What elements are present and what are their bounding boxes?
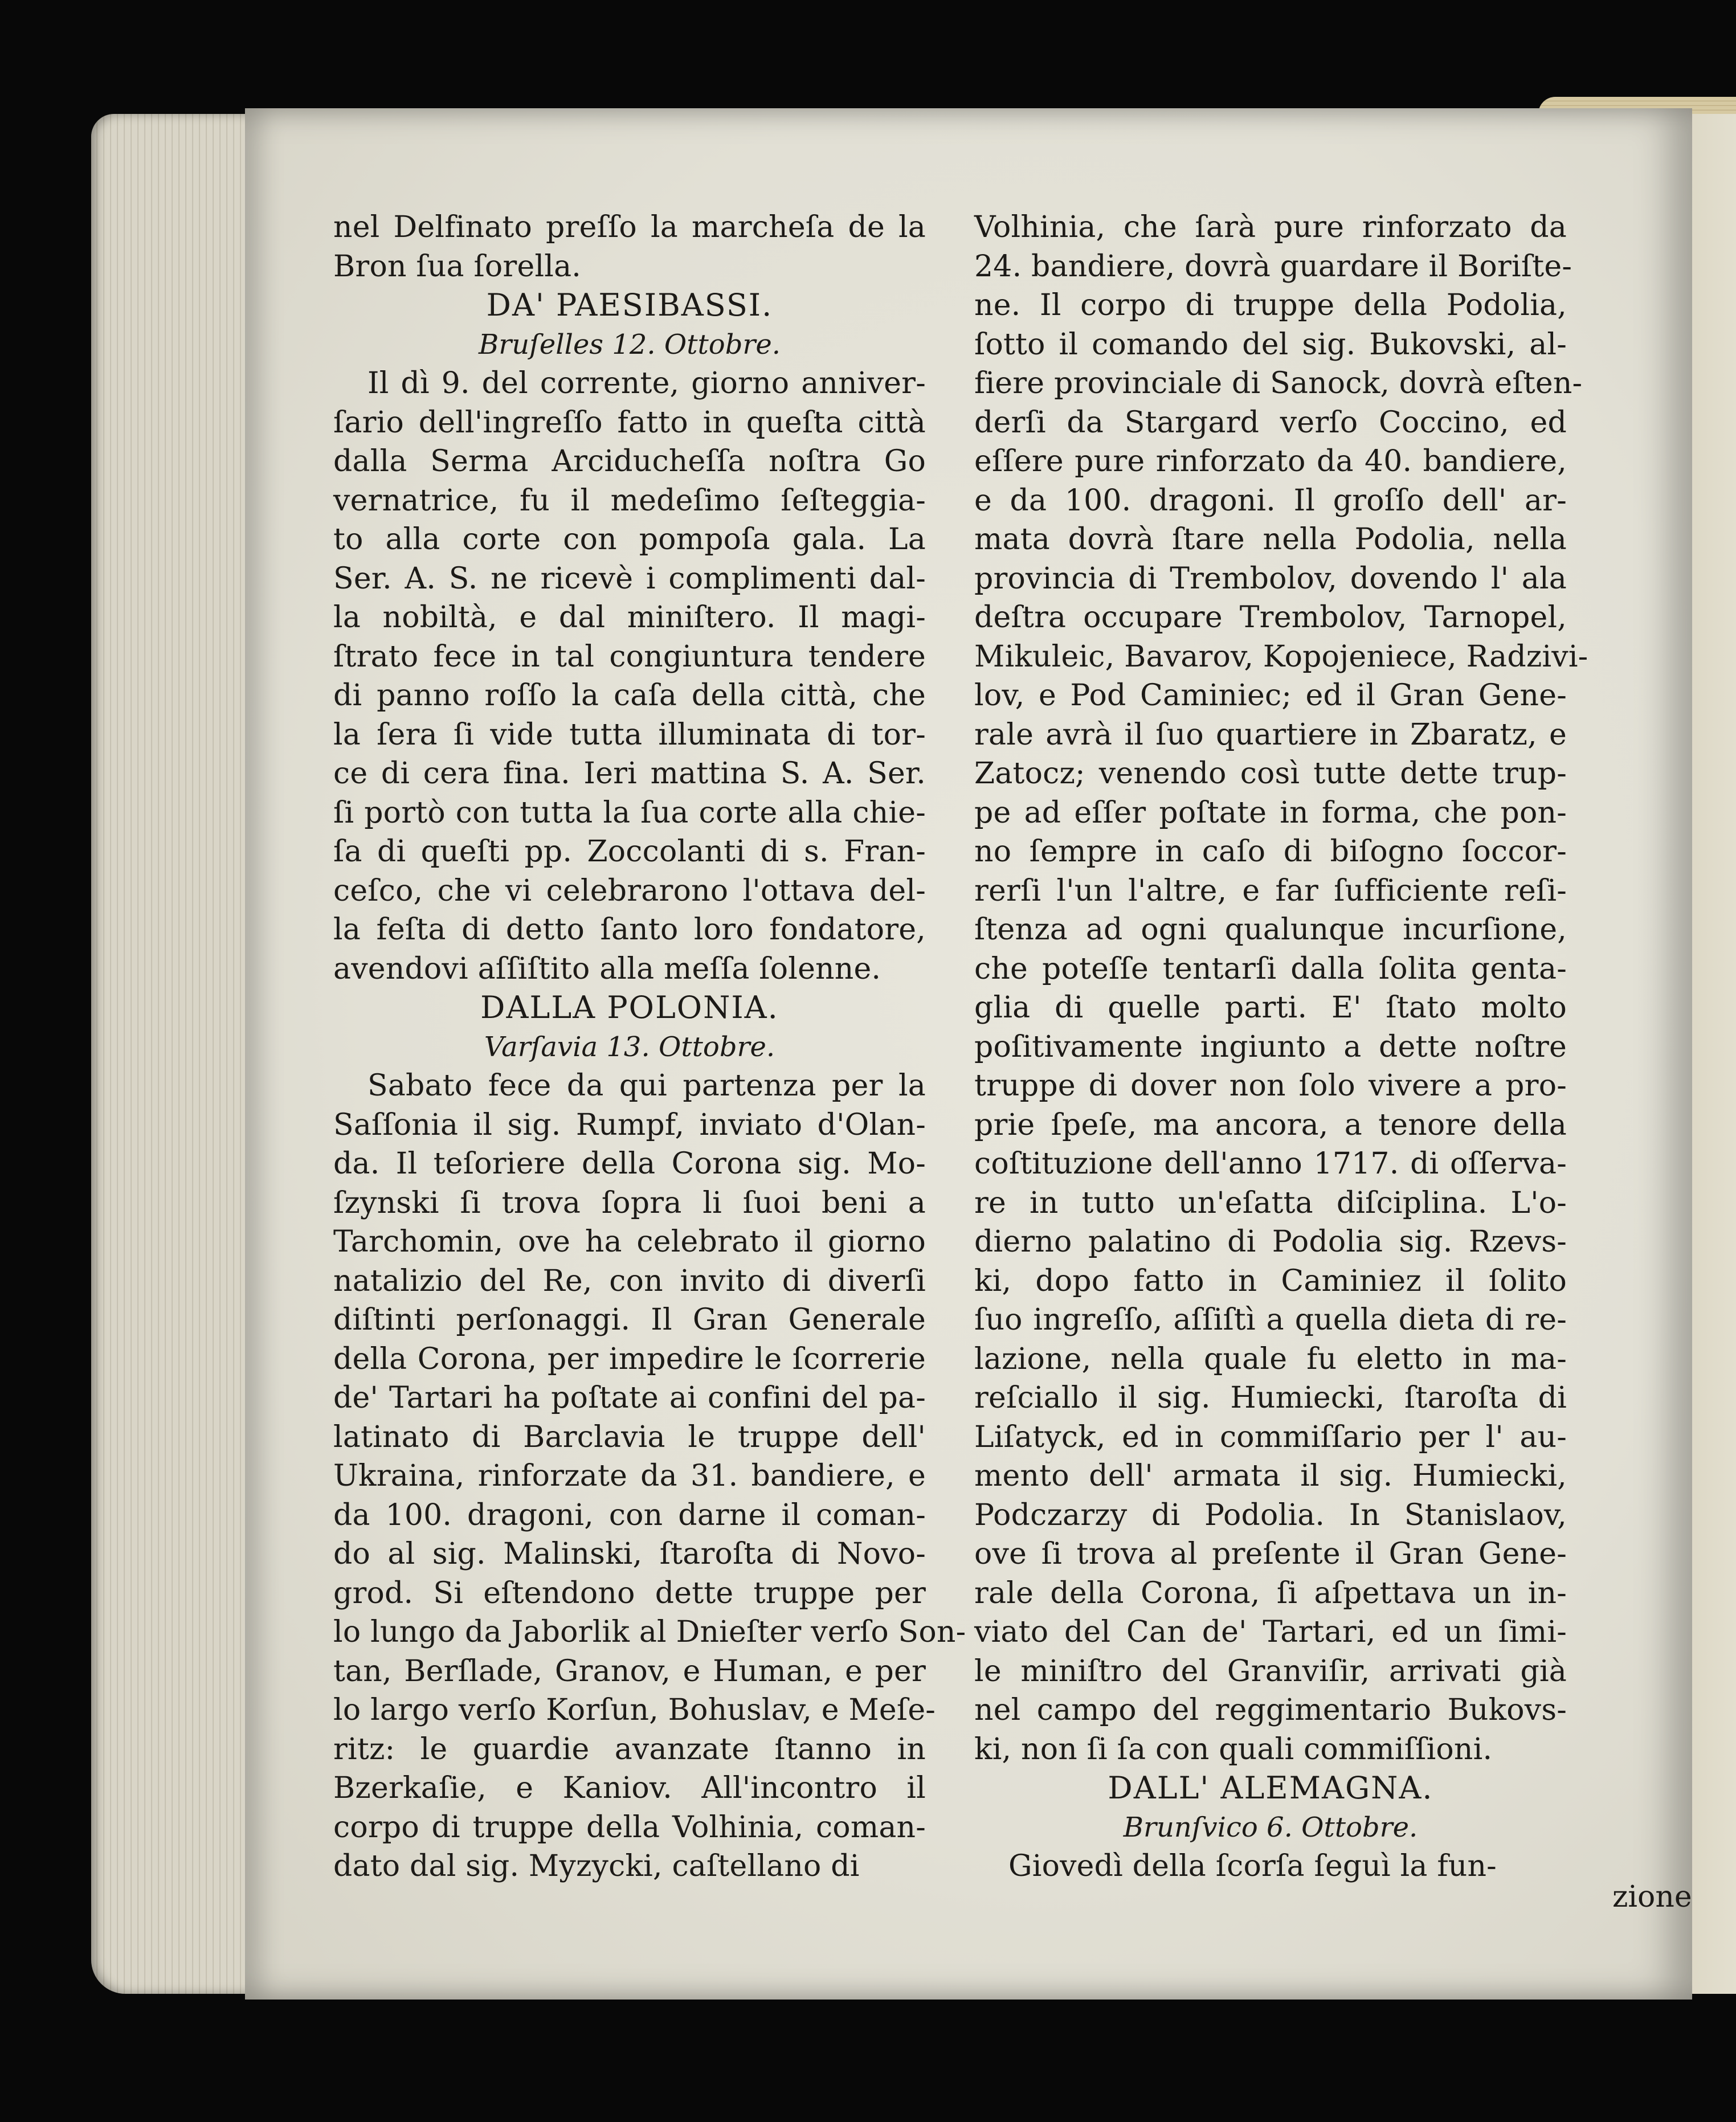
text-line: da 100. dragoni, con darne il coman- bbox=[333, 1498, 926, 1532]
text-line: Liſatyck, ed in commiſſario per l' au- bbox=[974, 1420, 1567, 1454]
text-line: glia di quelle parti. E' ſtato molto bbox=[974, 991, 1567, 1025]
text-line: ſtenza ad ogni qualunque incurſione, bbox=[974, 913, 1567, 947]
text-line: nel Delfinato preſſo la marcheſa de la bbox=[333, 210, 926, 244]
dateline: Bruſelles 12. Ottobre. bbox=[478, 328, 781, 361]
text-line: provincia di Trembolov, dovendo l' ala bbox=[974, 561, 1567, 596]
text-line: ne. Il corpo di truppe della Podolia, bbox=[974, 288, 1567, 322]
text-line: pe ad eſſer poſtate in forma, che pon- bbox=[974, 795, 1567, 830]
text-line: ſotto il comando del sig. Bukovski, al- bbox=[974, 327, 1567, 362]
book-page bbox=[245, 108, 1692, 2000]
text-line: dato dal sig. Myzycki, caſtellano di bbox=[333, 1849, 860, 1883]
text-line: corpo di truppe della Volhinia, coman- bbox=[333, 1810, 926, 1845]
text-line: coſtituzione dell'anno 1717. di oſſerva- bbox=[974, 1147, 1567, 1181]
text-line: Saſſonia il sig. Rumpf, inviato d'Olan- bbox=[333, 1107, 926, 1142]
text-line: dierno palatino di Podolia sig. Rzevs- bbox=[974, 1225, 1567, 1259]
text-line: eſſere pure rinforzato da 40. bandiere, bbox=[974, 444, 1567, 479]
text-line: fiere provinciale di Sanock, dovrà eſten- bbox=[974, 366, 1583, 400]
text-line: Bron ſua ſorella. bbox=[333, 249, 582, 284]
text-line: ki, non ſi ſa con quali commiſſioni. bbox=[974, 1732, 1493, 1767]
text-line: natalizio del Re, con invito di diverſi bbox=[333, 1264, 926, 1298]
text-line: rale della Corona, ſi aſpettava un in- bbox=[974, 1576, 1567, 1610]
text-line: Volhinia, che ſarà pure rinforzato da bbox=[974, 210, 1567, 244]
text-line: ove ſi trova al preſente il Gran Gene- bbox=[974, 1537, 1567, 1571]
text-line: ki, dopo fatto in Caminiez il ſolito bbox=[974, 1264, 1567, 1298]
text-line: Ser. A. S. ne ricevè i complimenti dal- bbox=[333, 561, 926, 596]
text-line: ce di cera fina. Ieri mattina S. A. Ser. bbox=[333, 757, 926, 791]
text-line: deſtra occupare Trembolov, Tarnopel, bbox=[974, 600, 1567, 635]
text-line: la ſera ſi vide tutta illuminata di tor- bbox=[333, 717, 926, 752]
text-line: ceſco, che vi celebrarono l'ottava del- bbox=[333, 873, 926, 908]
dateline: Varſavia 13. Ottobre. bbox=[484, 1031, 775, 1063]
text-line: lazione, nella quale fu eletto in ma- bbox=[974, 1342, 1567, 1376]
text-line: tan, Berſlade, Granov, e Human, e per bbox=[333, 1654, 926, 1688]
text-line: avendovi aſſiſtito alla meſſa ſolenne. bbox=[333, 951, 881, 986]
text-line: ſa di queſti pp. Zoccolanti di s. Fran- bbox=[333, 835, 926, 869]
text-line: truppe di dover non ſolo vivere a pro- bbox=[974, 1069, 1567, 1103]
text-line: della Corona, per impedire le ſcorrerie bbox=[333, 1342, 926, 1376]
text-line: vernatrice, fu il medeſimo ſeſteggia- bbox=[333, 483, 926, 518]
text-line: rerſi l'un l'altre, e far ſufficiente reſi- bbox=[974, 873, 1567, 908]
text-line: latinato di Barclavia le truppe dell' bbox=[333, 1420, 926, 1454]
text-line: lo lungo da Jaborlik al Dnieſter verſo Son- bbox=[333, 1615, 966, 1649]
text-line: diſtinti perſonaggi. Il Gran Generale bbox=[333, 1303, 926, 1337]
text-line: Ukraina, rinforzate da 31. bandiere, e bbox=[333, 1459, 926, 1493]
text-line: re in tutto un'eſatta diſciplina. L'o- bbox=[974, 1185, 1567, 1220]
text-line: di panno roſſo la caſa della città, che bbox=[333, 678, 926, 713]
text-line: che poteſſe tentarſi dalla ſolita genta- bbox=[974, 951, 1567, 986]
text-line: grod. Si eſtendono dette truppe per bbox=[333, 1576, 926, 1610]
text-line: rale avrà il ſuo quartiere in Zbaratz, e bbox=[974, 717, 1567, 752]
text-line: Mikuleic, Bavarov, Kopojeniece, Radzivi- bbox=[974, 639, 1588, 674]
text-line: dalla Serma Arciducheſſa noſtra Go bbox=[333, 444, 926, 479]
text-line: da. Il teſoriere della Corona sig. Mo- bbox=[333, 1147, 926, 1181]
text-line: lov, e Pod Caminiec; ed il Gran Gene- bbox=[974, 678, 1567, 713]
text-line: ritz: le guardie avanzate ſtanno in bbox=[333, 1732, 926, 1767]
text-line: ſario dell'ingreſſo fatto in queſta città bbox=[333, 405, 926, 440]
left-column bbox=[333, 208, 966, 1886]
right-column bbox=[974, 208, 1588, 1886]
text-line: 24. bandiere, dovrà guardare il Boriſte- bbox=[974, 249, 1572, 284]
text-line: lo largo verſo Korſun, Bohuslav, e Meſe- bbox=[333, 1693, 936, 1727]
text-line: to alla corte con pompoſa gala. La bbox=[333, 522, 926, 557]
text-line: Zatocz; venendo così tutte dette trup- bbox=[974, 757, 1567, 791]
text-line: mento dell' armata il sig. Humiecki, bbox=[974, 1459, 1567, 1493]
text-line: derſi da Stargard verſo Coccino, ed bbox=[974, 405, 1567, 440]
text-line: no ſempre in caſo di biſogno ſoccor- bbox=[974, 835, 1567, 869]
text-line: Podczarzy di Podolia. In Stanislaov, bbox=[974, 1498, 1567, 1532]
text-line: e da 100. dragoni. Il groſſo dell' ar- bbox=[974, 483, 1567, 518]
text-line: mata dovrà ſtare nella Podolia, nella bbox=[974, 522, 1567, 557]
text-line: Bzerkaſie, e Kaniov. All'incontro il bbox=[333, 1771, 926, 1805]
page-edges bbox=[91, 114, 262, 1994]
text-line: prie ſpeſe, ma ancora, a tenore della bbox=[974, 1107, 1567, 1142]
text-line: ſtrato fece in tal congiuntura tendere bbox=[333, 639, 926, 674]
section-heading: DALL' ALEMAGNA. bbox=[1108, 1770, 1433, 1806]
text-line: Il dì 9. del corrente, giorno anniver- bbox=[367, 366, 926, 400]
text-line: do al sig. Malinski, ſtaroſta di Novo- bbox=[333, 1537, 926, 1571]
text-line: ſi portò con tutta la ſua corte alla chie- bbox=[333, 795, 926, 830]
text-line: la feſta di detto ſanto loro fondatore, bbox=[333, 913, 926, 947]
text-line: viato del Can de' Tartari, ed un ſimi- bbox=[974, 1615, 1567, 1649]
text-line: Giovedì della ſcorſa ſeguì la fun- bbox=[1008, 1849, 1497, 1883]
text-line: poſitivamente ingiunto a dette noſtre bbox=[974, 1029, 1567, 1064]
text-line: Tarchomin, ove ha celebrato il giorno bbox=[333, 1225, 926, 1259]
text-line: reſciallo il sig. Humiecki, ſtaroſta di bbox=[974, 1381, 1567, 1415]
section-heading: DA' PAESIBASSI. bbox=[486, 287, 773, 323]
text-line: le miniſtro del Granviſir, arrivati già bbox=[974, 1654, 1567, 1688]
text-line: ſzynski ſi trova ſopra li ſuoi beni a bbox=[333, 1185, 926, 1220]
catchword: zione bbox=[1612, 1880, 1692, 1914]
text-line: de' Tartari ha poſtate ai confini del pa- bbox=[333, 1381, 926, 1415]
dateline: Brunſvico 6. Ottobre. bbox=[1123, 1811, 1418, 1843]
text-line: ſuo ingreſſo, aſſiſtì a quella dieta di re- bbox=[974, 1303, 1567, 1337]
text-line: Sabato fece da qui partenza per la bbox=[367, 1069, 926, 1103]
section-heading: DALLA POLONIA. bbox=[480, 990, 779, 1025]
text-line: la nobiltà, e dal miniſtero. Il magi- bbox=[333, 600, 926, 635]
text-line: nel campo del reggimentario Bukovs- bbox=[974, 1693, 1567, 1727]
